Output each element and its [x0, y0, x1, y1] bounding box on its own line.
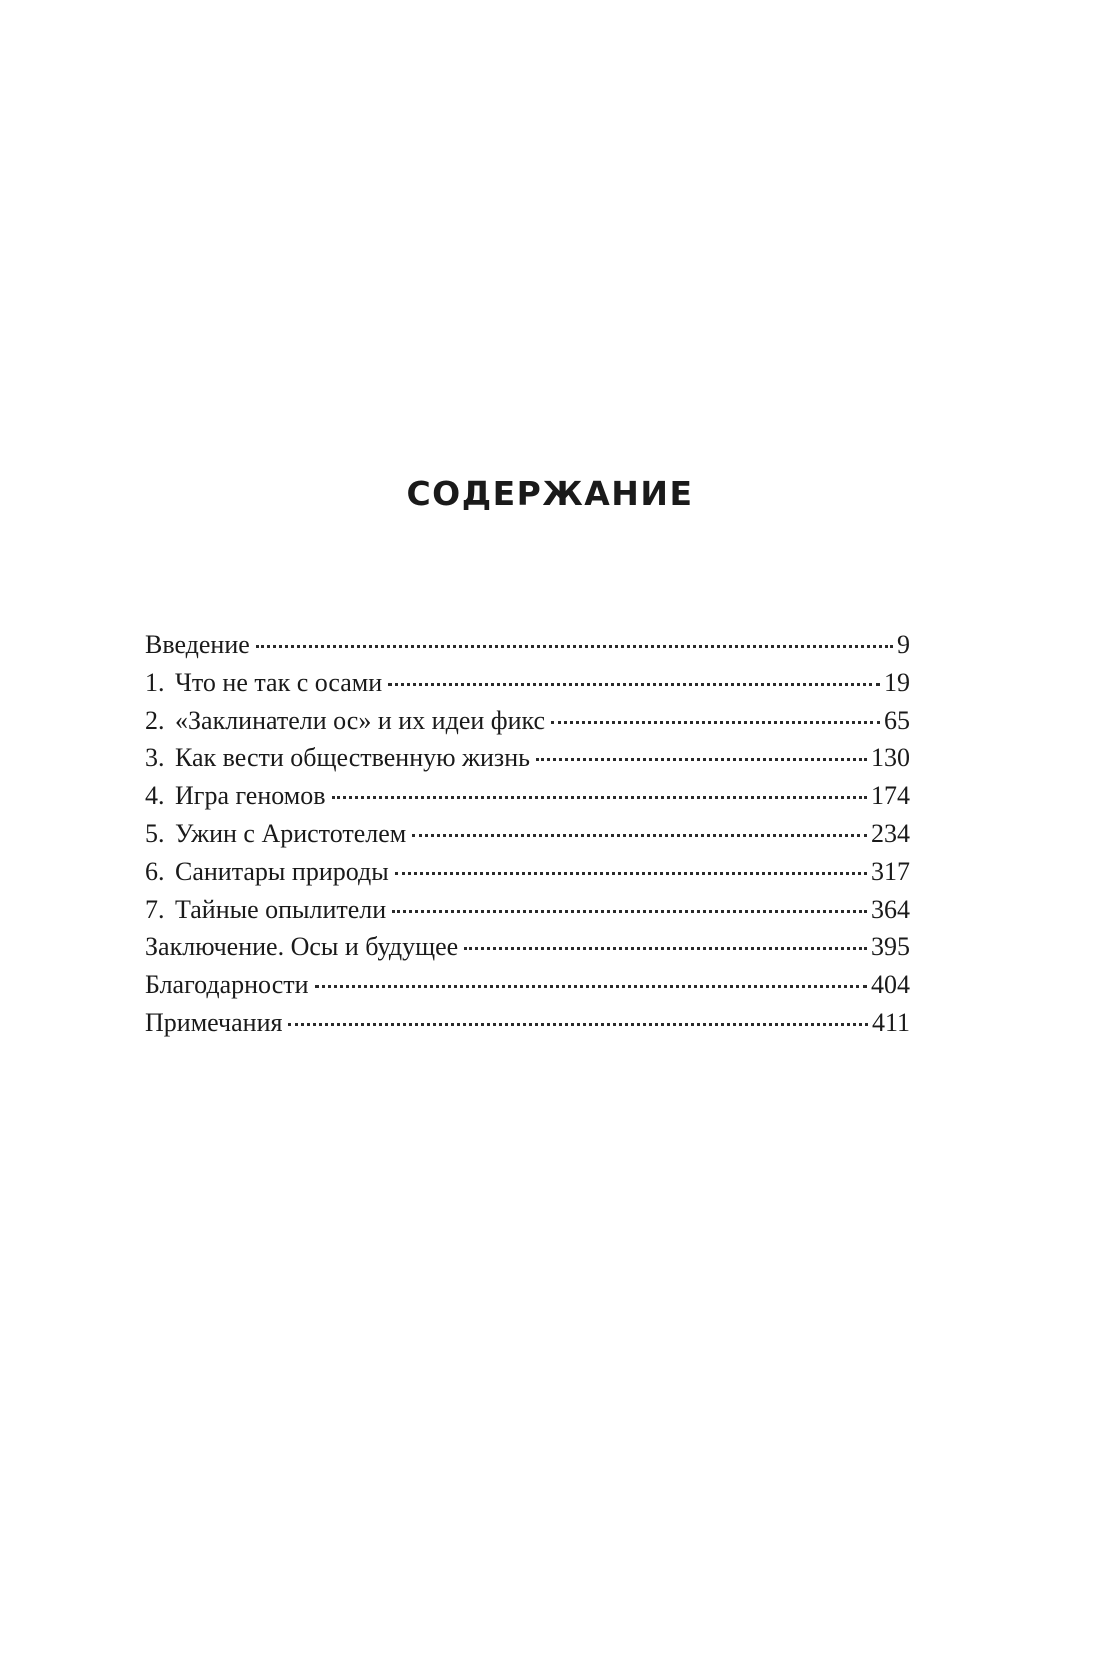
toc-entry-number: 5.: [145, 818, 165, 848]
toc-dot-leader: [332, 796, 868, 799]
toc-entry-chapter-5[interactable]: [145, 815, 910, 853]
toc-entry-label: Заключение. Осы и будущее: [145, 932, 459, 962]
toc-entry-label: «Заклинатели ос» и их идеи фикс: [175, 705, 546, 735]
toc-entry-acknowledgements[interactable]: [145, 966, 910, 1004]
toc-dot-leader: [551, 721, 880, 724]
toc-dot-leader: [388, 683, 880, 686]
toc-entry-chapter-4[interactable]: [145, 777, 910, 815]
toc-entry-notes[interactable]: [145, 1004, 910, 1042]
toc-entry-introduction[interactable]: [145, 626, 910, 664]
toc-entry-page: 174: [871, 781, 910, 811]
toc-entry-chapter-6[interactable]: [145, 853, 910, 891]
toc-entry-chapter-2[interactable]: [145, 702, 910, 740]
toc-dot-leader: [464, 947, 867, 950]
toc-entry-number: 7.: [145, 894, 165, 924]
toc-entry-chapter-3[interactable]: [145, 739, 910, 777]
toc-entry-label: Санитары природы: [175, 856, 389, 886]
toc-entry-page: 395: [871, 932, 910, 962]
toc-entry-page: 317: [871, 856, 910, 886]
toc-entry-label: Введение: [145, 630, 250, 659]
toc-entry-number: 4.: [145, 781, 165, 811]
toc-entry-number: 6.: [145, 856, 165, 886]
toc-dot-leader: [392, 910, 867, 913]
toc-dot-leader: [288, 1023, 868, 1026]
toc-dot-leader: [536, 758, 867, 761]
toc-entry-page: 9: [897, 630, 910, 659]
toc-entry-number: 3.: [145, 743, 165, 773]
toc-entry-label: Тайные опылители: [175, 894, 387, 924]
toc-entry-chapter-1[interactable]: [145, 664, 910, 702]
toc-entry-chapter-7[interactable]: [145, 891, 910, 929]
toc-dot-leader: [412, 834, 867, 837]
toc-entry-page: 234: [871, 818, 910, 848]
toc-entry-label: Что не так с осами: [175, 667, 383, 697]
toc-entry-page: 19: [884, 667, 910, 697]
toc-entry-label: Как вести общественную жизнь: [175, 743, 530, 773]
toc-entry-page: 404: [871, 970, 910, 1000]
toc-dot-leader: [256, 645, 893, 648]
toc-entry-label: Ужин с Аристотелем: [175, 818, 407, 848]
toc-entry-page: 411: [871, 1007, 910, 1037]
toc-entry-number: 1.: [145, 667, 165, 697]
toc-dot-leader: [315, 985, 867, 988]
toc-entry-page: 130: [871, 743, 910, 773]
toc-entry-conclusion[interactable]: [145, 928, 910, 966]
toc-entry-page: 65: [884, 705, 910, 735]
toc-dot-leader: [395, 872, 867, 875]
toc-entry-label: Благодарности: [145, 970, 309, 1000]
toc-entry-label: Примечания: [145, 1007, 283, 1037]
toc-entry-page: 364: [871, 894, 910, 924]
page-title: СОДЕРЖАНИЕ: [406, 474, 694, 514]
toc-entry-label: Игра геномов: [175, 781, 326, 811]
table-of-contents: [145, 626, 910, 1042]
toc-entry-number: 2.: [145, 705, 165, 735]
